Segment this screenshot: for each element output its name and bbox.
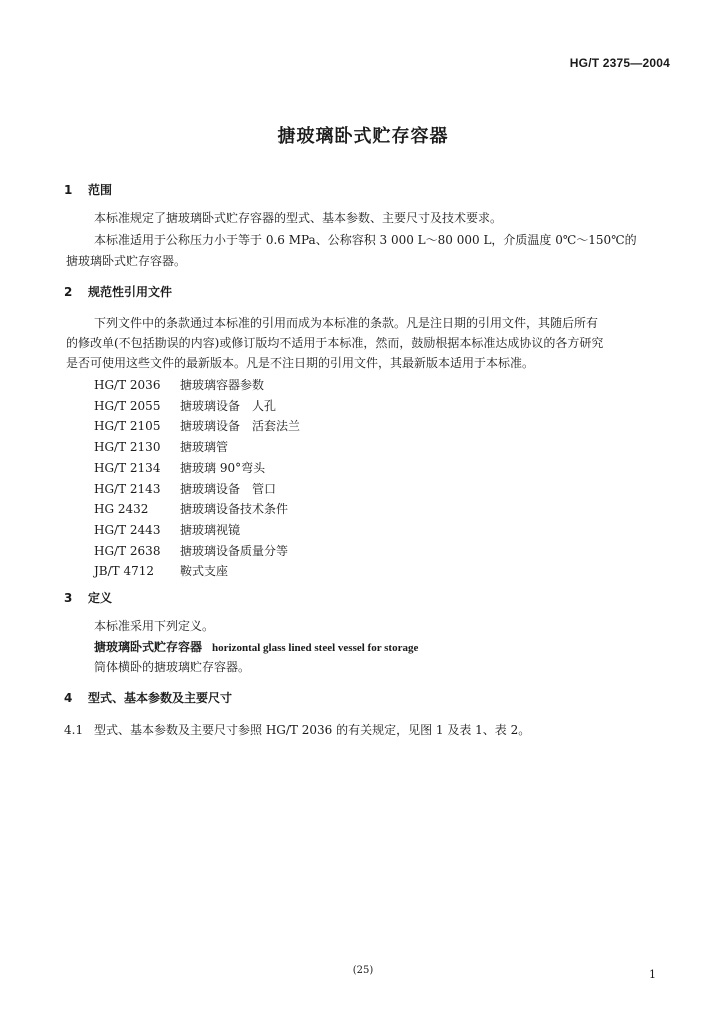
reference-code: HG/T 2143 — [94, 481, 161, 496]
term-line — [94, 637, 418, 659]
reference-item — [94, 479, 300, 500]
references-paragraph-line-1: 下列文件中的条款通过本标准的引用而成为本标准的条款。凡是注日期的引用文件，其随后所有 — [94, 316, 599, 330]
page-number: (25) — [352, 965, 374, 976]
section-1-heading — [64, 181, 112, 198]
reference-item — [94, 375, 300, 396]
reference-title: 搪玻璃管 — [180, 440, 229, 455]
standard-code: HG/T 2375—2004 — [569, 56, 670, 70]
reference-list — [94, 375, 300, 582]
term-english: horizontal glass lined steel vessel for storage — [212, 642, 419, 654]
scope-paragraph-1: 本标准规定了搪玻璃卧式贮存容器的型式、基本参数、主要尺寸及技术要求。 — [94, 211, 503, 225]
subsection-number: 4.1 — [64, 723, 84, 737]
section-title: 规范性引用文件 — [88, 285, 173, 299]
section-title: 定义 — [88, 591, 113, 605]
reference-item — [94, 458, 300, 479]
reference-item — [94, 437, 300, 458]
reference-title: 搪玻璃设备 人孔 — [180, 398, 277, 413]
reference-code: HG/T 2055 — [94, 398, 161, 413]
section-2-heading — [64, 283, 172, 300]
reference-title: 搪玻璃设备质量分等 — [180, 543, 289, 558]
references-paragraph-line-2: 的修改单(不包括勘误的内容)或修订版均不适用于本标准，然而，鼓励根据本标准达成协议的各方研究 — [66, 336, 604, 350]
reference-code: HG/T 2638 — [94, 543, 161, 558]
reference-item — [94, 416, 300, 437]
section-3-heading — [64, 589, 112, 606]
section-number: 4 — [64, 691, 73, 705]
section-number: 3 — [64, 591, 73, 605]
reference-code: HG 2432 — [94, 502, 149, 517]
document-title: 搪玻璃卧式贮存容器 — [277, 126, 449, 147]
term-definition: 筒体横卧的搪玻璃贮存容器。 — [94, 660, 251, 674]
reference-item — [94, 561, 300, 582]
section-title: 范围 — [88, 183, 113, 197]
reference-title: 鞍式支座 — [180, 564, 229, 579]
reference-title: 搪玻璃 90°弯头 — [180, 460, 266, 475]
term-chinese: 搪玻璃卧式贮存容器 — [94, 640, 203, 654]
reference-code: HG/T 2130 — [94, 440, 161, 455]
reference-code: HG/T 2443 — [94, 522, 161, 537]
section-number: 2 — [64, 285, 73, 299]
scope-paragraph-2-line-1: 本标准适用于公称压力小于等于 0.6 MPa、公称容积 3 000 L～80 000 L，介质温度 0℃～150℃的 — [94, 233, 637, 247]
reference-title: 搪玻璃设备 管口 — [180, 481, 277, 496]
reference-item — [94, 520, 300, 541]
subsection-text: 型式、基本参数及主要尺寸参照 HG/T 2036 的有关规定，见图 1 及表 1、表 2。 — [94, 723, 531, 737]
subsection-4-1 — [64, 720, 530, 741]
reference-code: HG/T 2105 — [94, 419, 161, 434]
reference-item — [94, 499, 300, 520]
definition-intro: 本标准采用下列定义。 — [94, 619, 215, 633]
reference-title: 搪玻璃视镜 — [180, 522, 241, 537]
section-title: 型式、基本参数及主要尺寸 — [88, 691, 233, 705]
footer-mark: 1 — [649, 968, 656, 981]
references-paragraph-line-3: 是否可使用这些文件的最新版本。凡是不注日期的引用文件，其最新版本适用于本标准。 — [66, 356, 535, 370]
reference-title: 搪玻璃设备 活套法兰 — [180, 419, 301, 434]
reference-title: 搪玻璃设备技术条件 — [180, 502, 289, 517]
reference-code: HG/T 2036 — [94, 378, 161, 392]
reference-code: HG/T 2134 — [94, 460, 161, 475]
reference-item — [94, 541, 300, 562]
reference-item — [94, 396, 300, 417]
reference-code: JB/T 4712 — [94, 564, 155, 579]
section-4-heading — [64, 689, 232, 706]
reference-title: 搪玻璃容器参数 — [180, 378, 265, 392]
section-number: 1 — [64, 183, 73, 197]
scope-paragraph-2-line-2: 搪玻璃卧式贮存容器。 — [66, 254, 187, 268]
